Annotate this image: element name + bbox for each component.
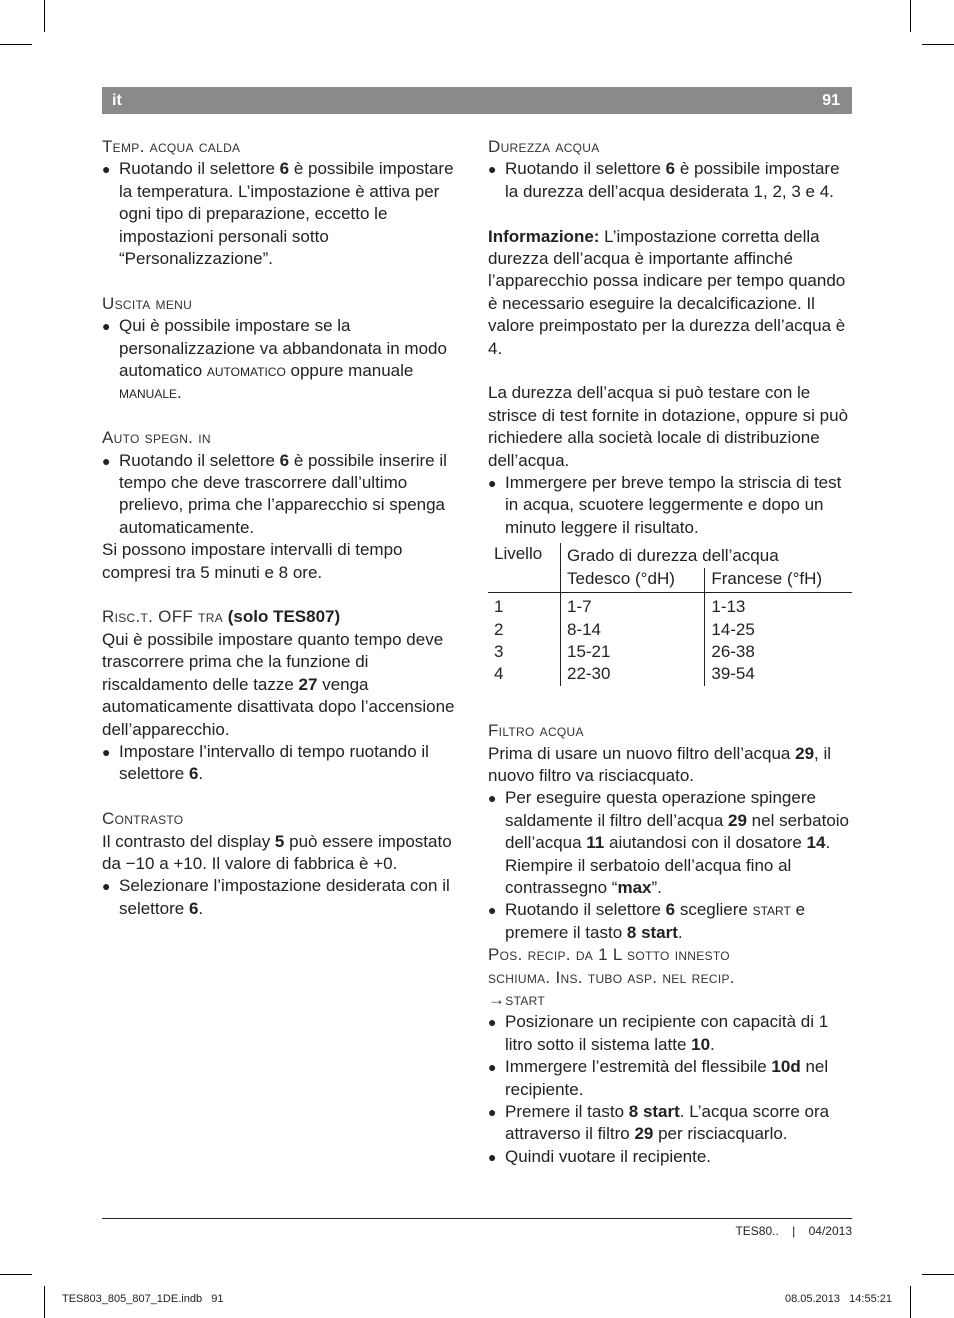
crop-mark xyxy=(922,44,954,45)
display-message: Pos. recip. da 1 L sotto innesto schiuma. Ins. tubo asp. nel recip. →start xyxy=(488,945,735,1009)
section-title-temp: Temp. acqua calda xyxy=(102,137,241,156)
crop-mark xyxy=(922,1274,954,1275)
bullet-item: ● Ruotando il selettore 6 è possibile inserire il tempo che deve trascorrere dall’ultimo prelievo, prima che l’apparecchio si spenga automaticamente. xyxy=(102,450,468,540)
page-footer xyxy=(735,1224,852,1238)
bullet-item: ● Ruotando il selettore 6 scegliere start e premere il tasto 8 start. xyxy=(488,899,852,944)
section-title-filtro: Filtro acqua xyxy=(488,721,584,741)
section-title-auto: Auto spegn. in xyxy=(102,428,211,448)
bullet-item: ● Immergere per breve tempo la striscia di test in acqua, scuotere leggermente e dopo un minuto leggere il risultato. xyxy=(488,472,852,539)
section-title-risc: Risc.t. OFF tra (solo TES807) xyxy=(102,607,341,627)
section-title-contrasto: Contrasto xyxy=(102,809,184,829)
footer-separator: | xyxy=(792,1224,796,1238)
table-header-de: Tedesco (°dH) xyxy=(560,568,704,593)
table-row: 1 1-7 1-13 xyxy=(488,593,852,619)
crop-mark xyxy=(44,1286,45,1318)
paragraph: La durezza dell’acqua si può testare con le strisce di test fornite in dotazione, oppure si può richiedere alla società locale di distribuzione dell’acqua. xyxy=(488,383,849,470)
footer-model: TES80.. xyxy=(735,1224,779,1238)
crop-mark xyxy=(0,44,32,45)
paragraph: Il contrasto del display 5 può essere impostato da −10 a +10. Il valore di fabbrica è +0. xyxy=(102,831,452,873)
table-row: 2 8-14 14-25 xyxy=(488,619,852,641)
bullet-item: ● Qui è possibile impostare se la personalizzazione va abbandonata in modo automatico automatico oppure manuale manuale. xyxy=(102,315,468,405)
table-header-grade: Grado di durezza dell’acqua xyxy=(560,543,852,567)
paragraph: Prima di usare un nuovo filtro dell’acqua 29, il nuovo filtro va risciacquato. xyxy=(488,743,832,785)
bullet-item: ● Ruotando il selettore 6 è possibile impostare la temperatura. L’impostazione è attiva per ogni tipo di preparazione, eccetto le impostazioni personali sotto “Personalizzazione”. xyxy=(102,158,468,270)
bullet-item: ● Premere il tasto 8 start. L’acqua scorre ora attraverso il filtro 29 per risciacquarlo. xyxy=(488,1101,852,1146)
section-title-uscita: Uscita menu xyxy=(102,293,193,313)
crop-mark xyxy=(44,0,45,32)
table-header-level: Livello xyxy=(494,544,543,564)
language-code: it xyxy=(112,92,122,109)
paragraph: Si possono impostare intervalli di tempo compresi tra 5 minuti e 8 ore. xyxy=(102,540,403,582)
slug-file: TES803_805_807_1DE.indb 91 xyxy=(62,1293,224,1305)
bullet-item: ● Impostare l’intervallo di tempo ruotando il selettore 6. xyxy=(102,741,468,786)
section-title-durezza: Durezza acqua xyxy=(488,137,600,156)
bullet-item: ● Per eseguire questa operazione spingere saldamente il filtro dell’acqua 29 nel serbatoio dell’acqua 11 aiutandosi con il dosatore 14. Riempire il serbatoio dell’acqua fino al contrassegno “max”. xyxy=(488,787,852,899)
page-number: 91 xyxy=(822,92,840,109)
slug-timestamp: 08.05.2013 14:55:21 xyxy=(784,1293,892,1305)
left-column xyxy=(102,136,468,920)
bullet-item: ● Immergere l’estremità del flessibile 10d nel recipiente. xyxy=(488,1056,852,1101)
info-paragraph: Informazione: L’impostazione corretta della durezza dell’acqua è importante affinché l’apparecchio possa indicare per tempo quando è necessario eseguire la decalcificazione. Il valore preimpostato per la durezza dell’acqua è 4. xyxy=(488,226,846,358)
footer-date: 04/2013 xyxy=(808,1224,852,1238)
bullet-item: ● Quindi vuotare il recipiente. xyxy=(488,1146,852,1168)
footer-divider xyxy=(102,1218,852,1219)
crop-mark xyxy=(910,0,911,32)
bullet-item: ● Ruotando il selettore 6 è possibile impostare la durezza dell’acqua desiderata 1, 2, 3 e 4. xyxy=(488,158,852,203)
crop-mark xyxy=(910,1286,911,1318)
bullet-item: ● Selezionare l’impostazione desiderata con il selettore 6. xyxy=(102,875,468,920)
crop-mark xyxy=(0,1274,32,1275)
bullet-item: ● Posizionare un recipiente con capacità di 1 litro sotto il sistema latte 10. xyxy=(488,1011,852,1056)
paragraph: Qui è possibile impostare quanto tempo deve trascorrere prima che la funzione di riscaldamento delle tazze 27 venga automaticamente disattivata dopo l’accensione dell’apparecchio. xyxy=(102,629,455,739)
table-header-fr: Francese (°fH) xyxy=(705,568,852,593)
table-row: 3 15-21 26-38 xyxy=(488,641,852,663)
right-column xyxy=(488,136,852,1168)
page-header xyxy=(102,87,852,114)
hardness-table xyxy=(488,543,852,685)
table-row: 4 22-30 39-54 xyxy=(488,663,852,685)
